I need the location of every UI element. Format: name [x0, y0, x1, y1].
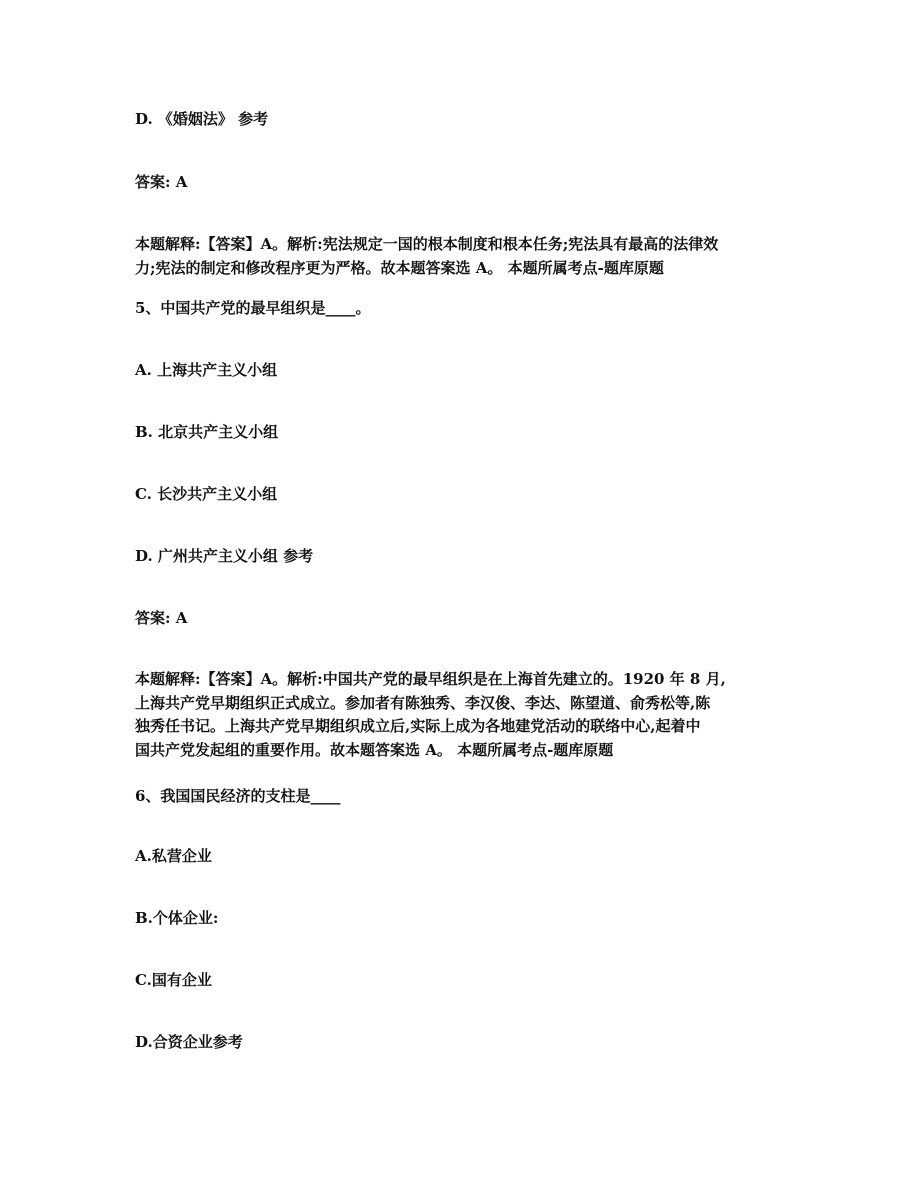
q5-option-a: A. 上海共产主义小组: [135, 361, 278, 379]
q6-option-c: C.国有企业: [135, 971, 212, 989]
q5-explanation-line: 本题解释:【答案】A。解析:中国共产党的最早组织是在上海首先建立的。1920 年 8 月,: [135, 670, 726, 688]
q4-explanation-line: 本题解释:【答案】A。解析:宪法规定一国的根本制度和根本任务;宪法具有最高的法律效: [135, 235, 719, 253]
q5-explanation-line: 独秀任书记。上海共产党早期组织成立后,实际上成为各地建党活动的联络中心,起着中: [135, 717, 701, 735]
q5-option-d: D. 广州共产主义小组 参考: [135, 547, 314, 565]
q6-question: 6、我国国民经济的支柱是____: [135, 787, 341, 805]
q5-option-b: B. 北京共产主义小组: [135, 423, 279, 441]
q4-answer: 答案: A: [135, 173, 188, 191]
q4-option-d: D. 《婚姻法》 参考: [135, 110, 269, 128]
q6-option-d: D.合资企业参考: [135, 1033, 243, 1051]
q5-option-c: C. 长沙共产主义小组: [135, 485, 278, 503]
q4-explanation: [135, 233, 783, 280]
q5-answer: 答案: A: [135, 609, 188, 627]
q4-explanation-line: 力;宪法的制定和修改程序更为严格。故本题答案选 A。 本题所属考点-题库原题: [135, 258, 664, 277]
q5-explanation: [135, 668, 783, 762]
q6-option-b: B.个体企业:: [135, 909, 219, 927]
q5-explanation-line: 上海共产党早期组织正式成立。参加者有陈独秀、李汉俊、李达、陈望道、俞秀松等,陈: [135, 693, 711, 712]
q5-question: 5、中国共产党的最早组织是____。: [135, 299, 371, 317]
q5-explanation-line: 国共产党发起组的重要作用。故本题答案选 A。 本题所属考点-题库原题: [135, 740, 614, 759]
q6-option-a: A.私营企业: [135, 847, 212, 865]
